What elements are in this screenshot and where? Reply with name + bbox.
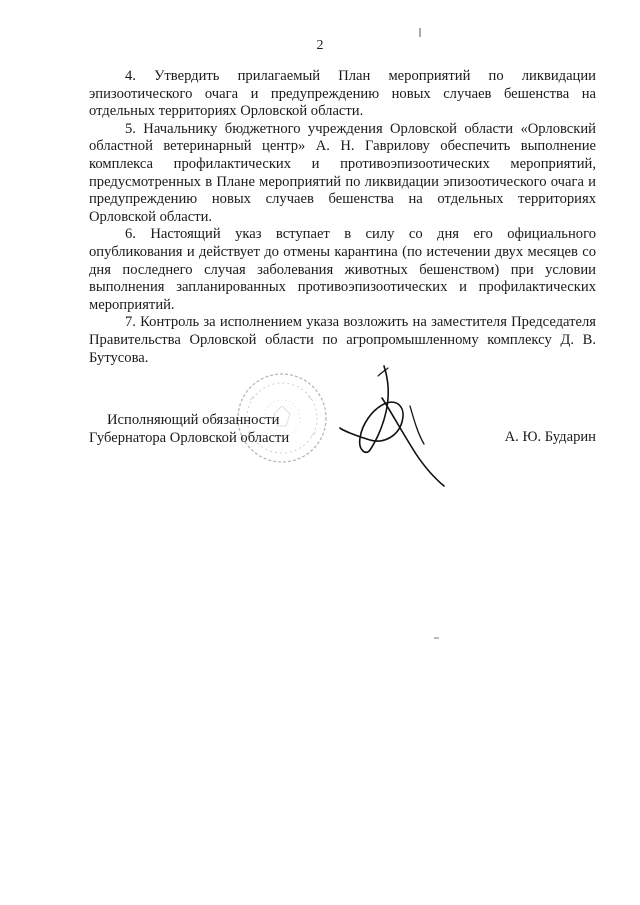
paragraph-6: 6. Настоящий указ вступает в силу со дня его официального опубликования и действует до отмены карантина (по истечении двух месяцев со дня последнего случая заболевания животных бешенством) при условии выполнения запланированных противоэпизоотических и профилактических мероприятий. xyxy=(89,226,596,313)
paragraph-7: 7. Контроль за исполнением указа возложить на заместителя Председателя Правительства Орловской области по агропромышленному комплексу Д. В. Бутусова. xyxy=(89,314,596,366)
paragraph-4: 4. Утвердить прилагаемый План мероприятий по ликвидации эпизоотического очага и предупреждению новых случаев бешенства на отдельных территориях Орловской области. xyxy=(89,68,596,120)
signatory-position-line1: Исполняющий обязанности xyxy=(107,412,280,428)
paragraph-5: 5. Начальнику бюджетного учреждения Орловской области «Орловский областной ветеринарный центр» А. Н. Гаврилову обеспечить выполнение комплекса профилактических и противоэпизоотических мероприятий, предусмотренных в Плане мероприятий по ликвидации эпизоотического очага и предупреждению новых случаев бешенства на отдельных территориях Орловской области. xyxy=(89,120,596,225)
signatory-position-line2: Губернатора Орловской области xyxy=(89,429,290,446)
signatory-name: А. Ю. Бударин xyxy=(504,429,596,445)
page-number: 2 xyxy=(316,38,324,53)
document-body xyxy=(89,68,596,367)
handwritten-signature-icon xyxy=(332,358,452,488)
scan-speck xyxy=(434,636,440,640)
scan-speck xyxy=(418,28,422,38)
signatory-position xyxy=(89,412,290,447)
